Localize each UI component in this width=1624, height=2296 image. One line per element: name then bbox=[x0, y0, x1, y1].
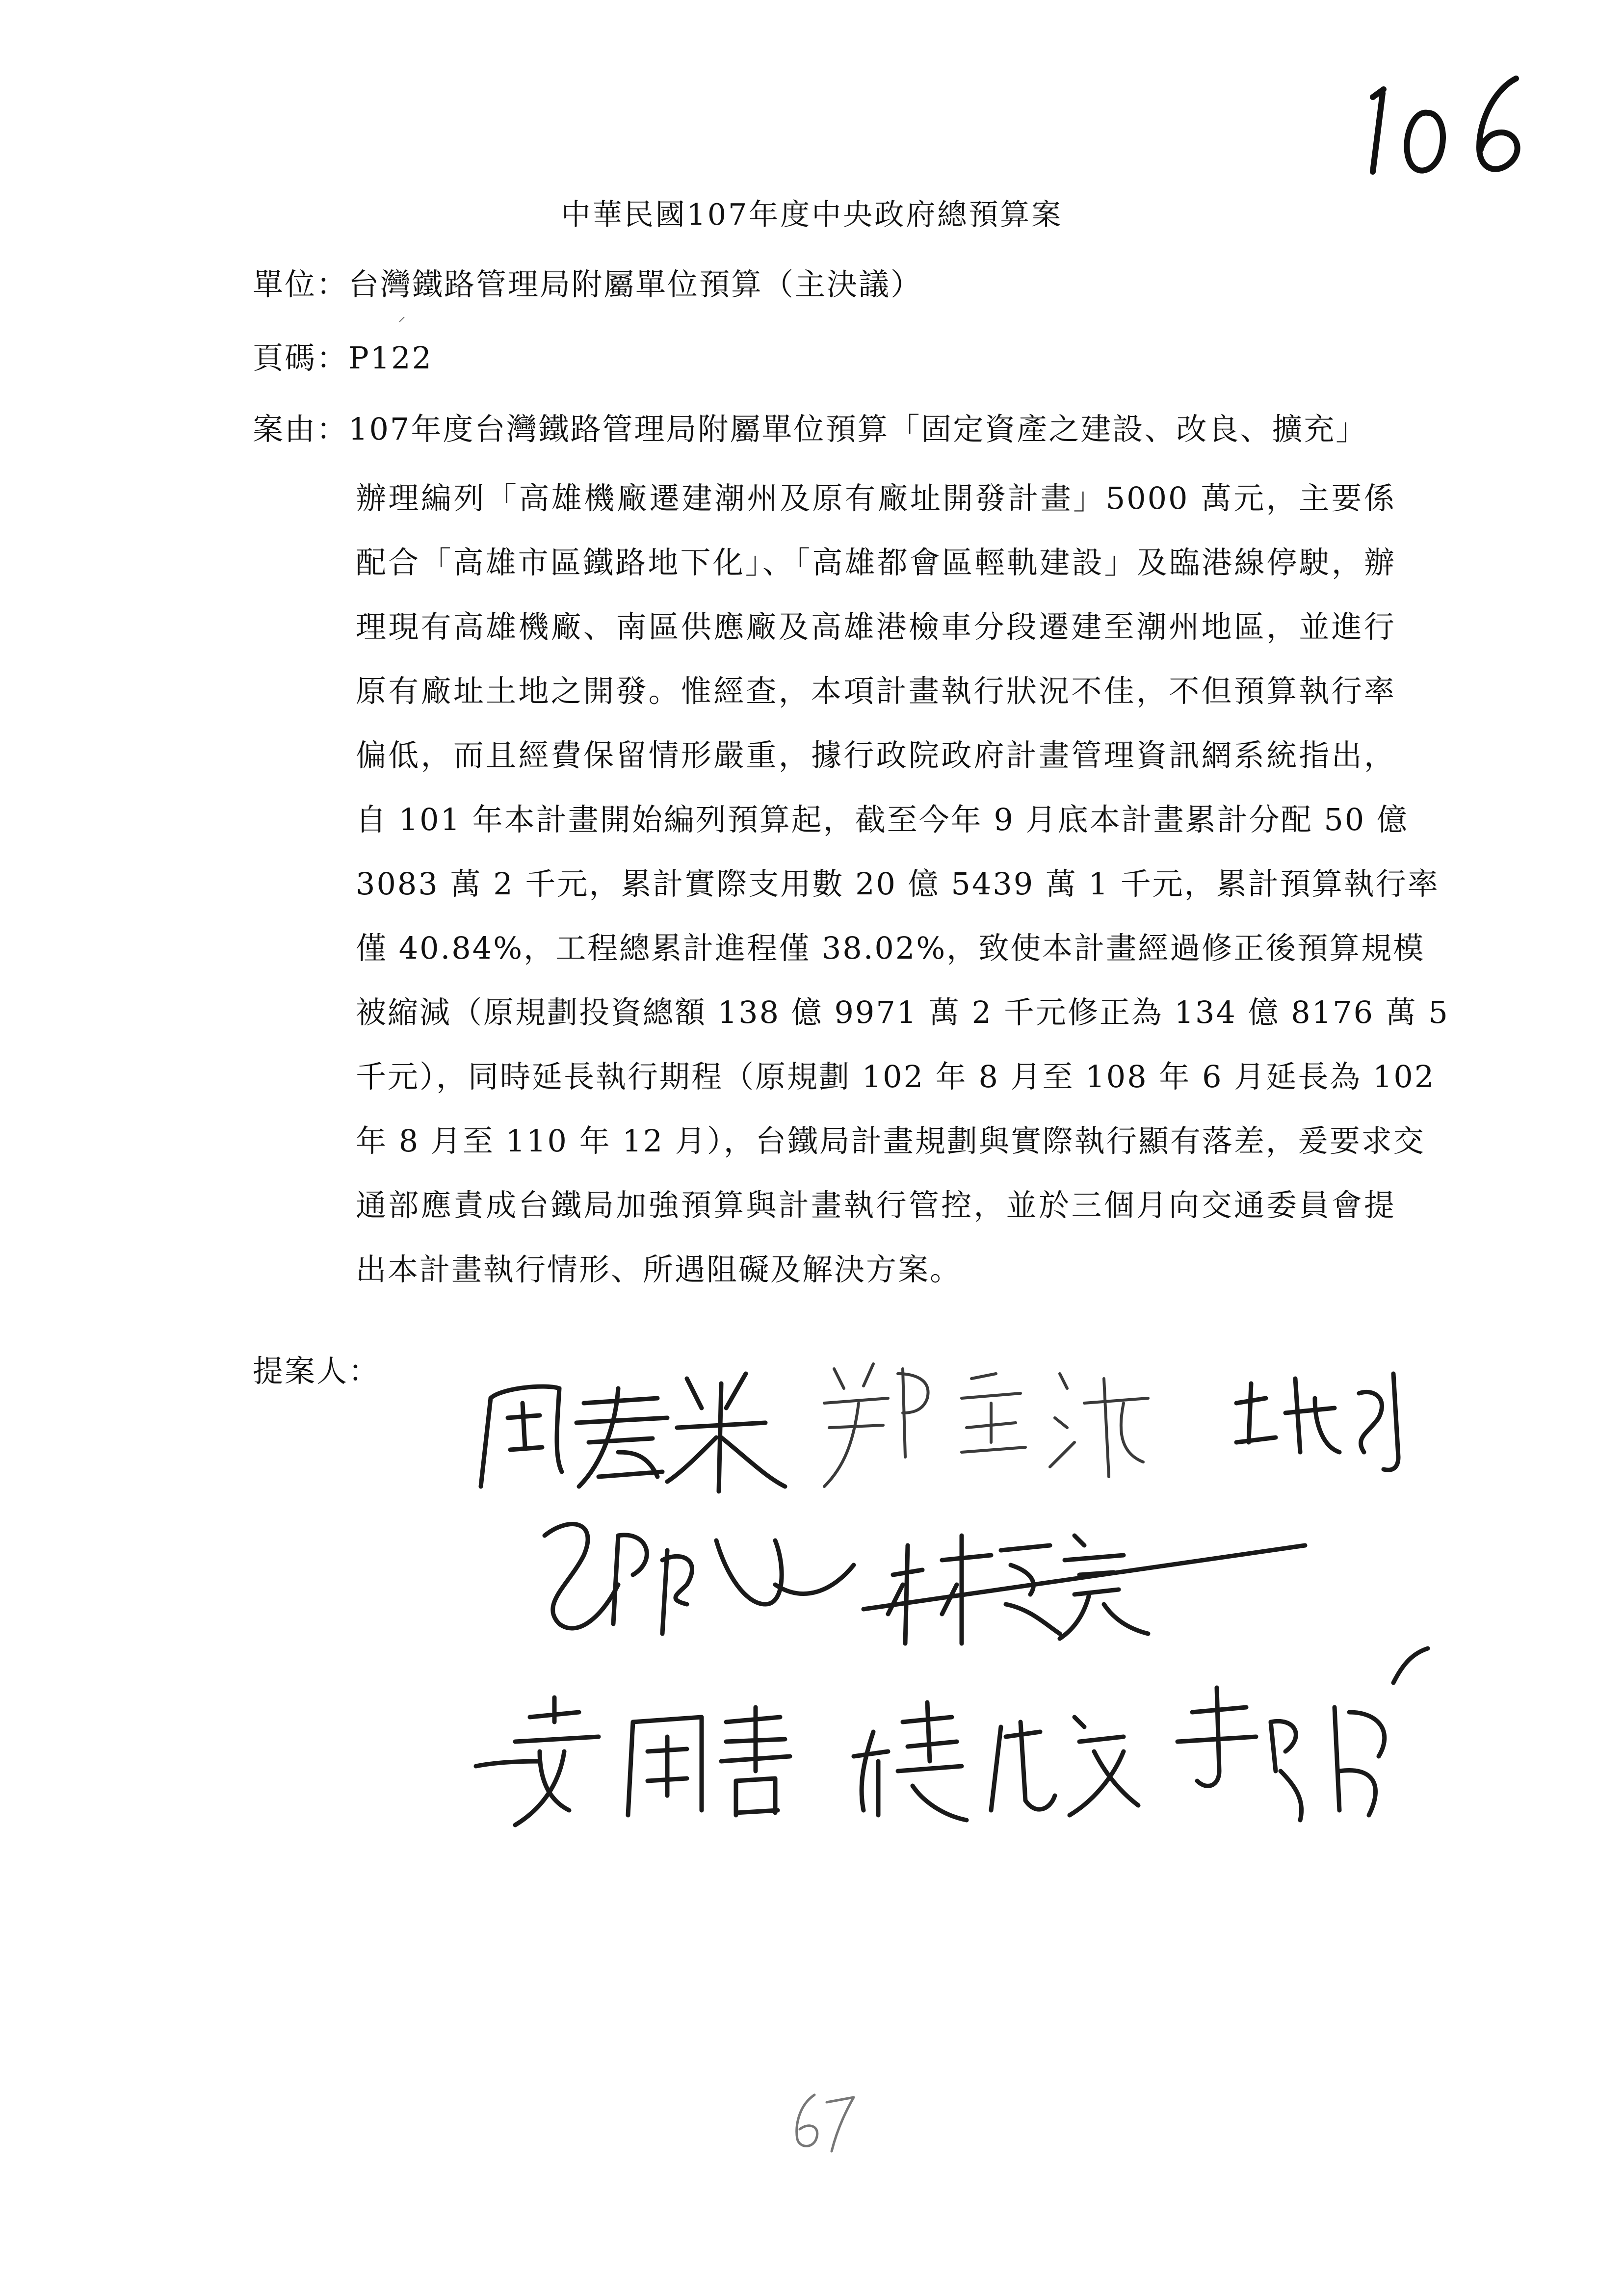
case-line: 辦理編列「高雄機廠遷建潮州及原有廠址開發計畫」5000 萬元，主要係 bbox=[356, 480, 1396, 516]
unit-label: 單位： bbox=[253, 266, 349, 302]
case-line: 年 8 月至 110 年 12 月），台鐵局計畫規劃與實際執行顯有落差，爰要求交 bbox=[356, 1123, 1425, 1159]
signature-3 bbox=[1236, 1374, 1398, 1470]
signature-6 bbox=[476, 1697, 790, 1825]
unit-value: 台灣鐵路管理局附屬單位預算（主決議） bbox=[348, 266, 923, 302]
case-line: 3083 萬 2 千元，累計實際支用數 20 億 5439 萬 1 千元，累計預算執行率 bbox=[356, 866, 1440, 902]
case-line: 原有廠址土地之開發。惟經查，本項計畫執行狀況不佳，不但預算執行率 bbox=[356, 673, 1396, 709]
case-line: 通部應責成台鐵局加強預算與計畫執行管控，並於三個月向交通委員會提 bbox=[356, 1187, 1396, 1223]
case-first-line: 107年度台灣鐵路管理局附屬單位預算「固定資產之建設、改良、擴充」 bbox=[348, 411, 1368, 447]
case-label: 案由： bbox=[253, 411, 349, 447]
page-value: P122 bbox=[348, 340, 433, 376]
page-label: 頁碼： bbox=[253, 340, 349, 376]
document-title: 中華民國107年度中央政府總預算案 bbox=[561, 198, 1063, 232]
unit-field bbox=[253, 260, 922, 304]
case-line: 配合「高雄市區鐵路地下化」、「高雄都會區輕軌建設」及臨港線停駛，辦 bbox=[356, 545, 1396, 580]
signature-5 bbox=[864, 1536, 1305, 1644]
case-line: 出本計畫執行情形、所遇阻礙及解決方案。 bbox=[356, 1252, 962, 1287]
stray-mark bbox=[397, 314, 407, 324]
case-field bbox=[253, 405, 1367, 448]
case-line: 僅 40.84%，工程總累計進程僅 38.02%，致使本計畫經過修正後預算規模 bbox=[356, 930, 1425, 966]
page-field bbox=[253, 334, 433, 377]
case-line: 自 101 年本計畫開始編列預算起，截至今年 9 月底本計畫累計分配 50 億 bbox=[356, 802, 1409, 837]
case-body bbox=[356, 466, 1449, 1302]
handwritten-page-number bbox=[1354, 59, 1550, 206]
case-line: 理現有高雄機廠、南區供應廠及高雄港檢車分段遷建至潮州地區，並進行 bbox=[356, 609, 1396, 645]
signature-2 bbox=[824, 1364, 1148, 1487]
signatures-block bbox=[471, 1330, 1526, 1845]
case-line: 偏低，而且經費保留情形嚴重，據行政院政府計畫管理資訊網系統指出， bbox=[356, 737, 1396, 773]
proposer-label: 提案人： bbox=[253, 1353, 381, 1389]
signature-1 bbox=[481, 1374, 785, 1491]
signature-7 bbox=[854, 1702, 1138, 1820]
footer-page-number bbox=[775, 2085, 873, 2159]
signature-4 bbox=[545, 1524, 854, 1634]
case-line: 千元），同時延長執行期程（原規劃 102 年 8 月至 108 年 6 月延長為 102 bbox=[356, 1059, 1436, 1095]
case-line: 被縮減（原規劃投資總額 138 億 9971 萬 2 千元修正為 134 億 8176 萬 5 bbox=[356, 994, 1449, 1030]
signature-8 bbox=[1178, 1648, 1428, 1820]
